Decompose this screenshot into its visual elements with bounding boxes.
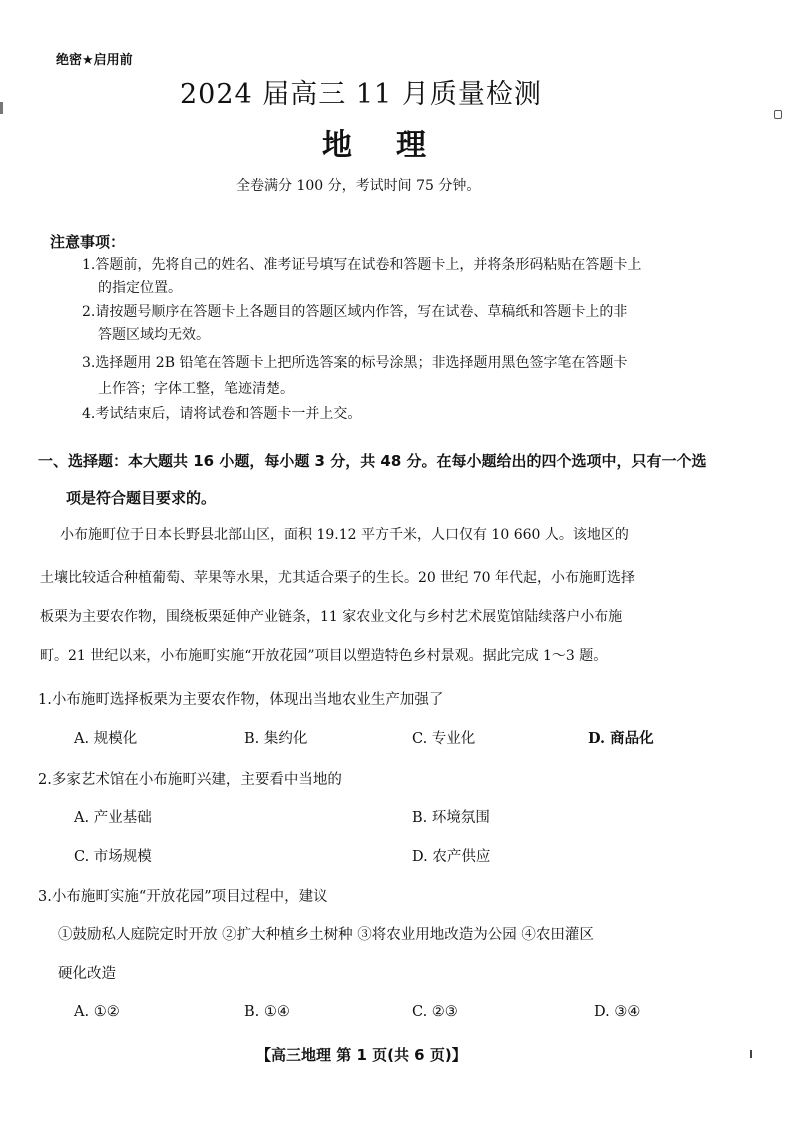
exam-title: 2024 届高三 11 月质量检测 — [180, 79, 542, 110]
question-2-stem: 2.多家艺术馆在小布施町兴建，主要看中当地的 — [38, 772, 342, 788]
question-3-stem: 3.小布施町实施“开放花园”项目过程中，建议 — [38, 889, 328, 905]
passage-line-2: 土壤比较适合种植葡萄、苹果等水果，尤其适合栗子的生长。20 世纪 70 年代起，小布施町选择 — [40, 570, 635, 586]
question-3-option-b: B. ①④ — [244, 1004, 290, 1020]
question-2-option-b: B. 环境氛围 — [412, 810, 490, 826]
page-footer: 【高三地理 第 1 页(共 6 页)】 — [256, 1046, 467, 1064]
notice-item-1-line-2: 的指定位置。 — [98, 280, 182, 296]
question-3-option-c: C. ②③ — [412, 1004, 458, 1020]
notice-item-2-line-2: 答题区域均无效。 — [98, 327, 210, 343]
notice-item-2-line-1: 2.请按题号顺序在答题卡上各题目的答题区域内作答，写在试卷、草稿纸和答题卡上的非 — [82, 304, 628, 320]
passage-line-1: 小布施町位于日本长野县北部山区，面积 19.12 平方千米，人口仅有 10 660 人。该地区的 — [60, 527, 629, 543]
question-1-option-d: D. 商品化 — [588, 730, 654, 747]
scan-speck — [750, 1050, 752, 1058]
notice-item-3-line-2: 上作答；字体工整，笔迹清楚。 — [98, 381, 294, 397]
score-info: 全卷满分 100 分，考试时间 75 分钟。 — [236, 178, 481, 194]
question-1-stem: 1.小布施町选择板栗为主要农作物，体现出当地农业生产加强了 — [38, 692, 444, 708]
passage-line-4: 町。21 世纪以来，小布施町实施“开放花园”项目以塑造特色乡村景观。据此完成 1～3 题。 — [40, 648, 608, 664]
notice-item-1-line-1: 1.答题前，先将自己的姓名、准考证号填写在试卷和答题卡上，并将条形码粘贴在答题卡上 — [82, 257, 642, 273]
question-2-option-c: C. 市场规模 — [74, 849, 152, 865]
secret-mark: 绝密★启用前 — [56, 53, 133, 68]
question-3-items-line-1: ①鼓励私人庭院定时开放 ②扩大种植乡土树种 ③将农业用地改造为公园 ④农田灌区 — [58, 927, 594, 943]
question-3-option-d: D. ③④ — [594, 1004, 641, 1020]
notice-item-4: 4.考试结束后，请将试卷和答题卡一并上交。 — [82, 406, 362, 422]
section-heading-line-2: 项是符合题目要求的。 — [66, 489, 217, 507]
question-2-option-a: A. 产业基础 — [74, 810, 152, 826]
passage-line-3: 板栗为主要农作物，围绕板栗延伸产业链条，11 家农业文化与乡村艺术展览馆陆续落户小布施 — [40, 609, 623, 625]
question-2-option-d: D. 农产供应 — [412, 849, 491, 865]
question-3-option-a: A. ①② — [74, 1004, 120, 1020]
question-3-items-line-2: 硬化改造 — [58, 966, 116, 982]
question-1-option-c: C. 专业化 — [412, 731, 476, 747]
notice-item-3-line-1: 3.选择题用 2B 铅笔在答题卡上把所选答案的标号涂黑；非选择题用黑色签字笔在答题卡 — [82, 355, 628, 371]
scan-edge-mark — [0, 102, 3, 114]
section-heading-line-1: 一、选择题：本大题共 16 小题，每小题 3 分，共 48 分。在每小题给出的四个选项中，只有一个选 — [38, 452, 707, 470]
scan-speck — [774, 110, 782, 119]
notice-heading: 注意事项： — [50, 233, 126, 251]
subject-title: 地理 — [322, 128, 470, 163]
question-1-option-b: B. 集约化 — [244, 731, 308, 747]
question-1-option-a: A. 规模化 — [74, 731, 138, 747]
